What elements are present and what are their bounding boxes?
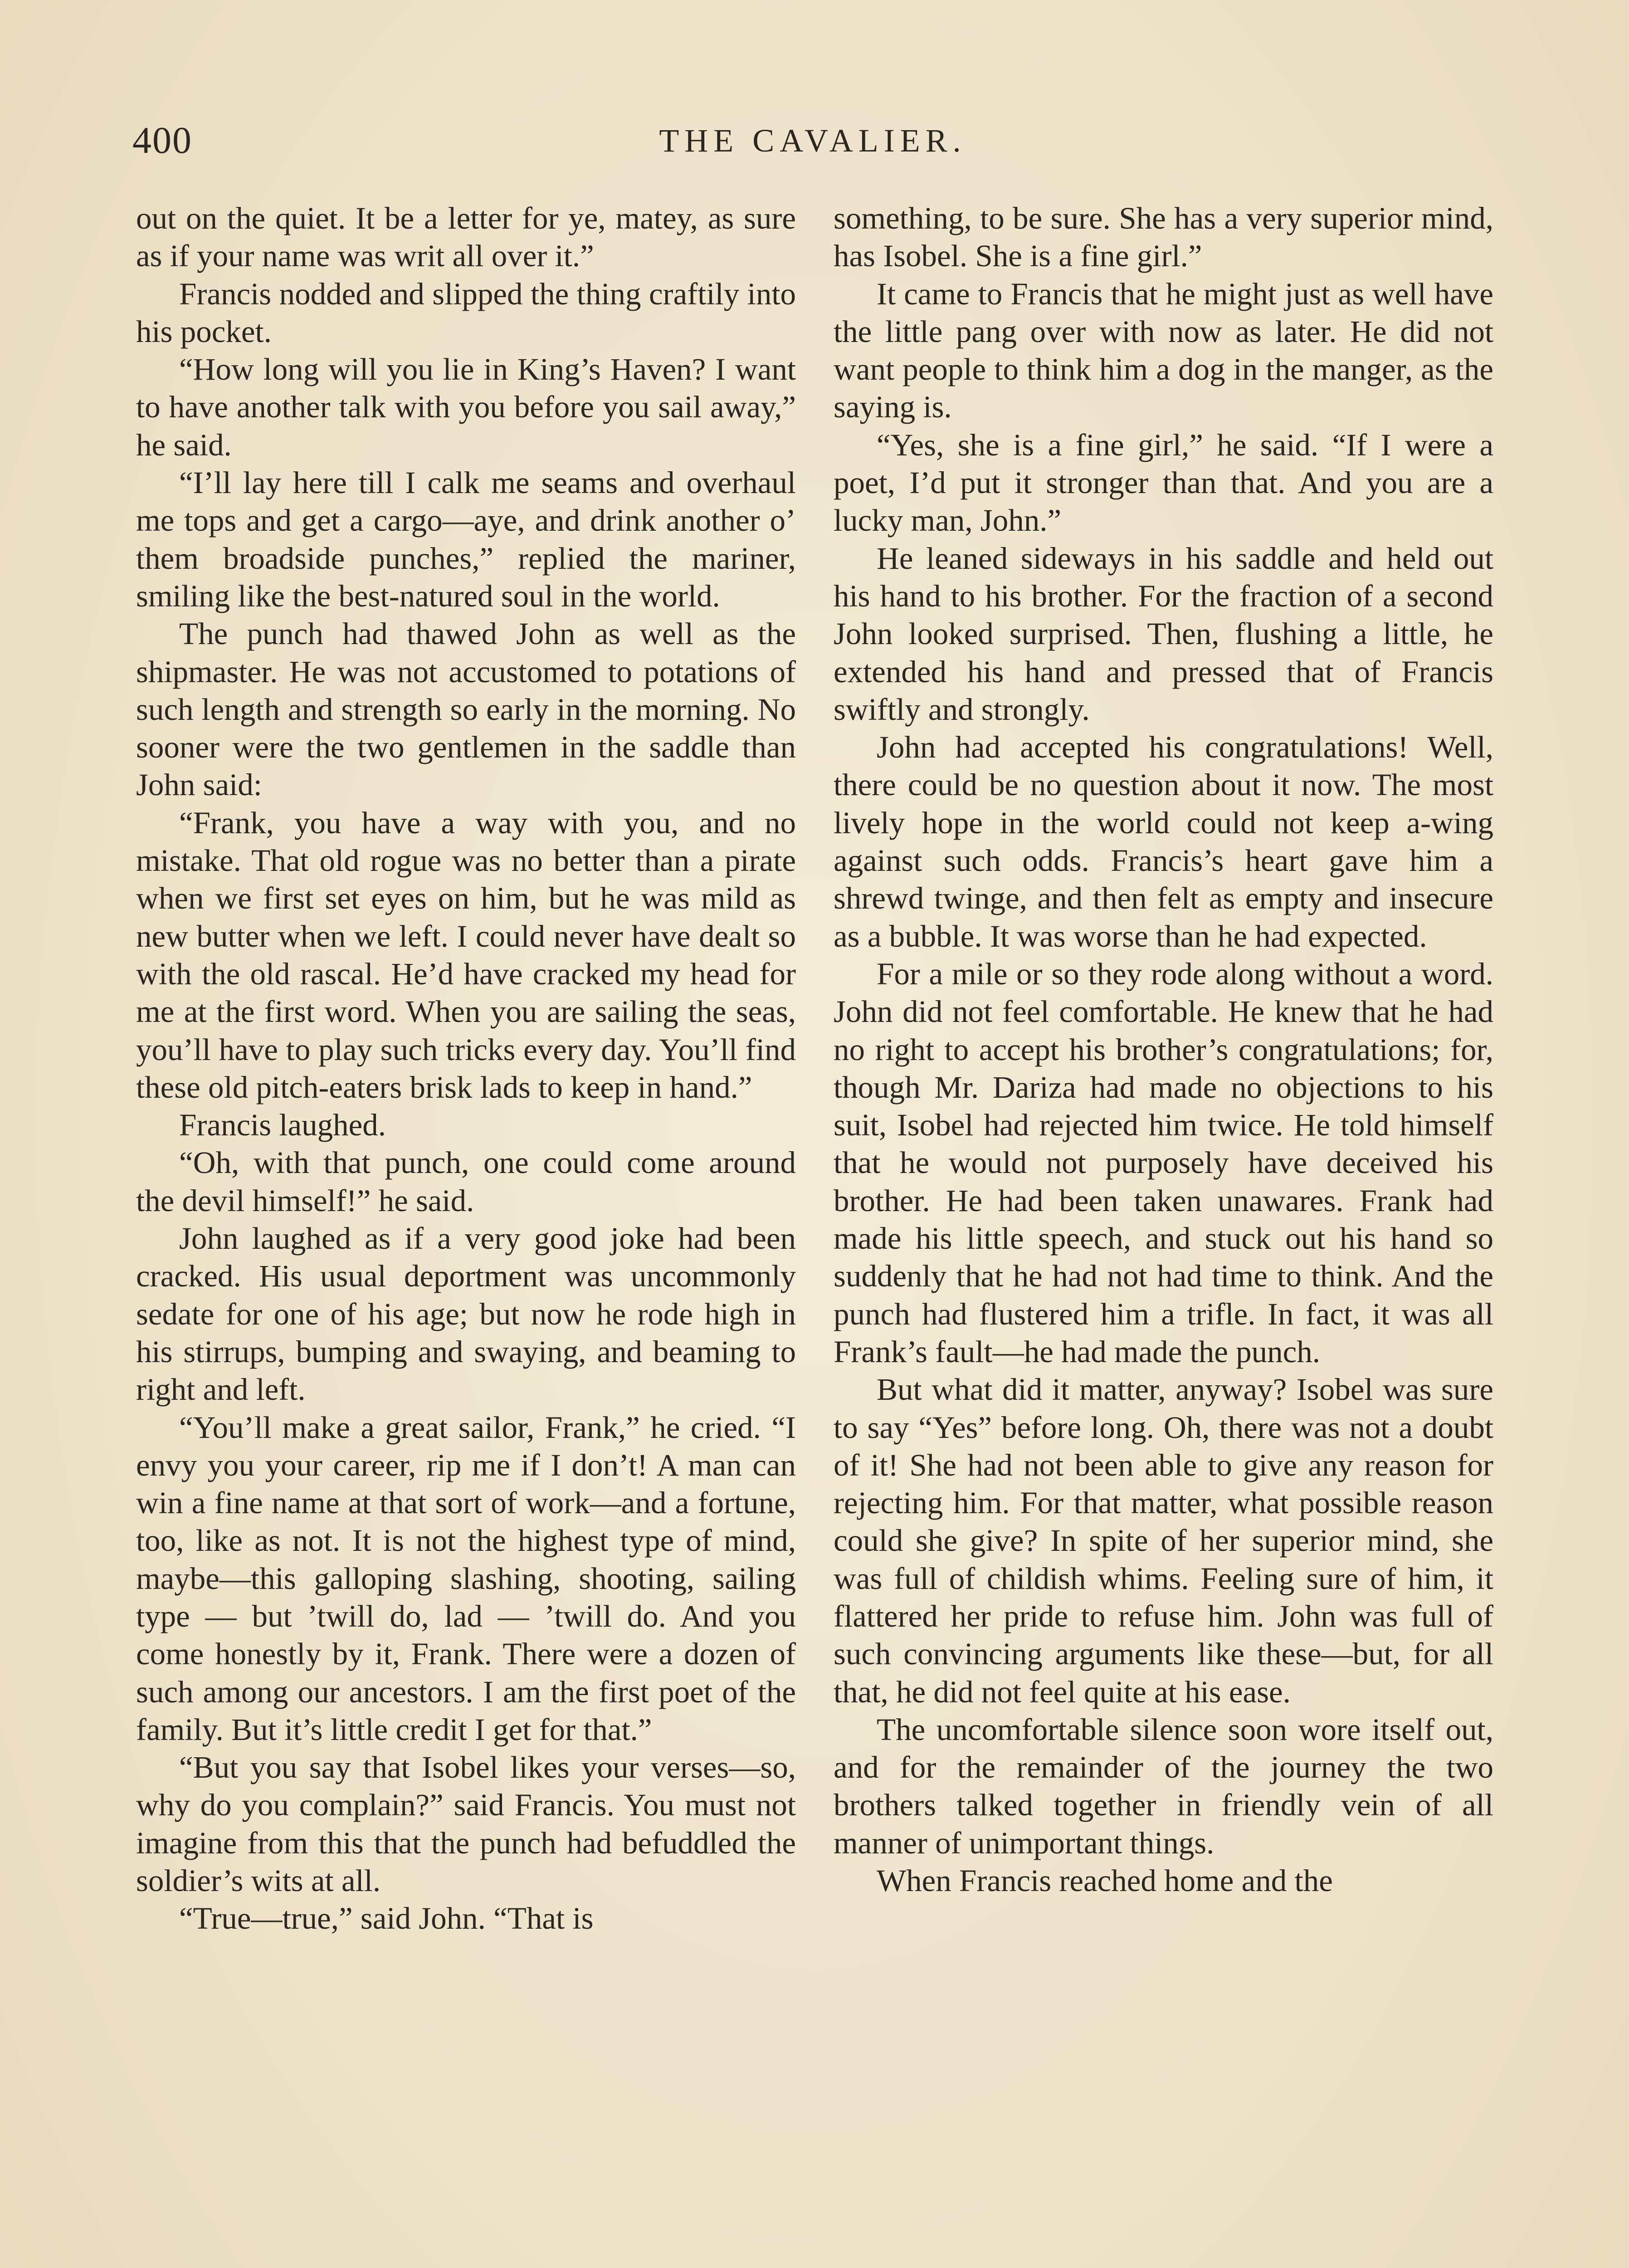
paragraph: But what did it matter, anyway? Isobel was sure to say “Yes” before long. Oh, there was not a doubt of it! She had not been able to give any reason for rejecting him. For that matter, what possible reason could she give? In spite of her superior mind, she was full of childish whims. Feeling sure of him, it flattered her pride to refuse him. John was full of such convincing arguments like these—but, for all that, he did not feel quite at his ease. <box>834 1372 1493 1709</box>
paragraph: John had accepted his congratulations! Well, there could be no question about it now. The most lively hope in the world could not keep a-wing against such odds. Francis’s heart gave him a shrewd twinge, and then felt as empty and insecure as a bubble. It was worse than he had expected. <box>834 730 1493 953</box>
paragraph: It came to Francis that he might just as well have the little pang over with now as later. He did not want people to think him a dog in the manger, as the saying is. <box>834 276 1493 425</box>
paragraph: “You’ll make a great sailor, Frank,” he cried. “I envy you your career, rip me if I don’t! A man can win a fine name at that sort of work—and a fortune, too, like as not. It is not the highest type of mind, maybe—this galloping slashing, shooting, sailing type — but ’twill do, lad — ’twill do. And you come honestly by it, Frank. There were a dozen of such among our ancestors. I am the first poet of the family. But it’s little credit I get for that.” <box>136 1410 796 1747</box>
paragraph: For a mile or so they rode along without a word. John did not feel comfortable. He knew that he had no right to accept his brother’s congratulations; for, though Mr. Dariza had made no objections to his suit, Isobel had rejected him twice. He told himself that he would not purposely have deceived his brother. He had been taken unawares. Frank had made his little speech, and stuck out his hand so suddenly that he had not had time to think. And the punch had flustered him a trifle. In fact, it was all Frank’s fault—he had made the punch. <box>834 956 1493 1369</box>
paragraph: Francis laughed. <box>179 1108 386 1143</box>
left-column <box>136 200 796 1938</box>
paragraph: out on the quiet. It be a letter for ye, matey, as sure as if your name was writ all over it.” <box>136 201 796 274</box>
paragraph: something, to be sure. She has a very superior mind, has Isobel. She is a fine girl.” <box>834 201 1493 274</box>
paragraph: The uncomfortable silence soon wore itself out, and for the remainder of the journey the two brothers talked together in friendly vein of all manner of unimportant things. <box>834 1712 1493 1860</box>
paragraph: When Francis reached home and the <box>877 1863 1333 1898</box>
paragraph: “How long will you lie in King’s Haven? I want to have another talk with you before you sail away,” he said. <box>136 352 796 462</box>
running-title: THE CAVALIER. <box>659 122 966 159</box>
paragraph: “But you say that Isobel likes your verses—so, why do you complain?” said Francis. You must not imagine from this that the punch had befuddled the soldier’s wits at all. <box>136 1750 796 1898</box>
paragraph: Francis nodded and slipped the thing craftily into his pocket. <box>136 276 796 349</box>
right-column <box>834 200 1493 1900</box>
paragraph: “True—true,” said John. “That is <box>179 1901 594 1936</box>
paragraph: “I’ll lay here till I calk me seams and overhaul me tops and get a cargo—aye, and drink another o’ them broadside punches,” replied the mariner, smiling like the best-natured soul in the world. <box>136 465 796 613</box>
paragraph: “Yes, she is a fine girl,” he said. “If I were a poet, I’d put it stronger than that. And you are a lucky man, John.” <box>834 427 1493 538</box>
paragraph: “Frank, you have a way with you, and no mistake. That old rogue was no better than a pirate when we first set eyes on him, but he was mild as new butter when we left. I could never have dealt so with the old rascal. He’d have cracked my head for me at the first word. When you are sailing the seas, you’ll have to play such tricks every day. You’ll find these old pitch-eaters brisk lads to keep in hand.” <box>136 805 796 1105</box>
page-number: 400 <box>132 119 192 161</box>
paragraph: John laughed as if a very good joke had been cracked. His usual deportment was uncommonly sedate for one of his age; but now he rode high in his stirrups, bumping and swaying, and beaming to right and left. <box>136 1221 796 1407</box>
paragraph: He leaned sideways in his saddle and held out his hand to his brother. For the fraction of a second John looked surprised. Then, flushing a little, he extended his hand and pressed that of Francis swiftly and strongly. <box>834 541 1493 727</box>
paragraph: “Oh, with that punch, one could come around the devil himself!” he said. <box>136 1145 796 1218</box>
paragraph: The punch had thawed John as well as the shipmaster. He was not accustomed to potations of such length and strength so early in the morning. No sooner were the two gentlemen in the saddle than John said: <box>136 616 796 802</box>
page-header <box>132 116 1493 166</box>
